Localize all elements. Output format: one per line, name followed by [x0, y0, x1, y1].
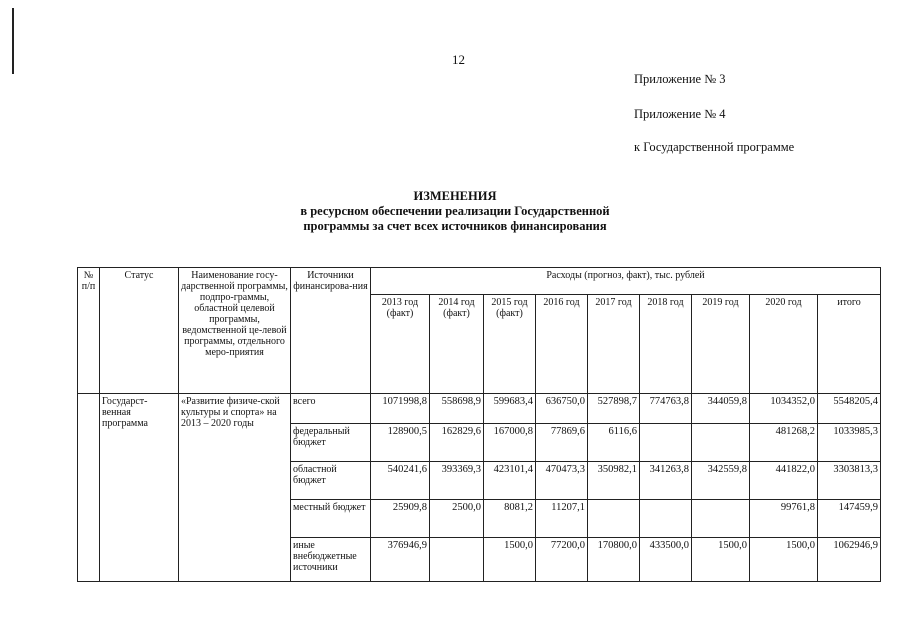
- source-cell: всего: [291, 394, 371, 424]
- appendix-program-label: к Государственной программе: [634, 140, 795, 154]
- value-cell: 1500,0: [750, 538, 818, 582]
- value-cell: 1500,0: [484, 538, 536, 582]
- header-name: Наименование госу-дарственной программы, подпро-граммы, областной целевой программы, ведомственной це-левой программы, отдельного меро-приятия: [179, 268, 291, 394]
- value-cell: 558698,9: [430, 394, 484, 424]
- value-cell: 341263,8: [640, 462, 692, 500]
- header-num: № п/п: [78, 268, 100, 394]
- header-year-2015: 2015 год (факт): [484, 295, 536, 394]
- title-line-1: ИЗМЕНЕНИЯ: [413, 189, 497, 203]
- value-cell: 11207,1: [536, 500, 588, 538]
- header-year-2013: 2013 год (факт): [371, 295, 430, 394]
- value-cell: 376946,9: [371, 538, 430, 582]
- value-cell: 162829,6: [430, 424, 484, 462]
- header-row-1: [78, 268, 881, 295]
- value-cell: 441822,0: [750, 462, 818, 500]
- value-cell: [640, 500, 692, 538]
- value-cell: [640, 424, 692, 462]
- value-cell: 527898,7: [588, 394, 640, 424]
- header-year-2018: 2018 год: [640, 295, 692, 394]
- value-cell: 1071998,8: [371, 394, 430, 424]
- value-cell: 774763,8: [640, 394, 692, 424]
- value-cell: 2500,0: [430, 500, 484, 538]
- document-title: [205, 189, 705, 234]
- title-line-3: программы за счет всех источников финансирования: [303, 219, 607, 233]
- header-year-2014: 2014 год (факт): [430, 295, 484, 394]
- value-cell: 99761,8: [750, 500, 818, 538]
- value-cell: 128900,5: [371, 424, 430, 462]
- value-cell: [588, 500, 640, 538]
- row-number-cell: [78, 394, 100, 582]
- source-cell: федеральный бюджет: [291, 424, 371, 462]
- source-cell: иные внебюджетные источники: [291, 538, 371, 582]
- value-cell: 3303813,3: [818, 462, 881, 500]
- header-total: итого: [818, 295, 881, 394]
- value-cell: 1062946,9: [818, 538, 881, 582]
- value-cell: 1500,0: [692, 538, 750, 582]
- value-cell: 147459,9: [818, 500, 881, 538]
- value-cell: 599683,4: [484, 394, 536, 424]
- value-cell: 350982,1: [588, 462, 640, 500]
- value-cell: 393369,3: [430, 462, 484, 500]
- status-cell: Государст-венная программа: [100, 394, 179, 582]
- header-year-2019: 2019 год: [692, 295, 750, 394]
- header-year-2016: 2016 год: [536, 295, 588, 394]
- value-cell: [430, 538, 484, 582]
- title-line-2: в ресурсном обеспечении реализации Государственной: [300, 204, 610, 218]
- source-cell: местный бюджет: [291, 500, 371, 538]
- value-cell: [692, 500, 750, 538]
- value-cell: 540241,6: [371, 462, 430, 500]
- value-cell: 8081,2: [484, 500, 536, 538]
- value-cell: 470473,3: [536, 462, 588, 500]
- value-cell: 77869,6: [536, 424, 588, 462]
- value-cell: 636750,0: [536, 394, 588, 424]
- value-cell: [692, 424, 750, 462]
- header-sources: Источники финансирова-ния: [291, 268, 371, 394]
- value-cell: 481268,2: [750, 424, 818, 462]
- value-cell: 25909,8: [371, 500, 430, 538]
- value-cell: 170800,0: [588, 538, 640, 582]
- value-cell: 342559,8: [692, 462, 750, 500]
- header-status: Статус: [100, 268, 179, 394]
- value-cell: 1034352,0: [750, 394, 818, 424]
- value-cell: 423101,4: [484, 462, 536, 500]
- table-row: [78, 394, 881, 424]
- scan-edge-line: [12, 8, 14, 74]
- value-cell: 5548205,4: [818, 394, 881, 424]
- value-cell: 77200,0: [536, 538, 588, 582]
- value-cell: 1033985,3: [818, 424, 881, 462]
- value-cell: 344059,8: [692, 394, 750, 424]
- source-cell: областной бюджет: [291, 462, 371, 500]
- appendix-3-label: Приложение № 3: [634, 72, 726, 86]
- header-year-2020: 2020 год: [750, 295, 818, 394]
- value-cell: 433500,0: [640, 538, 692, 582]
- appendix-4-label: Приложение № 4: [634, 107, 726, 121]
- value-cell: 167000,8: [484, 424, 536, 462]
- value-cell: 6116,6: [588, 424, 640, 462]
- program-name-cell: «Развитие физиче-ской культуры и спорта» на 2013 – 2020 годы: [179, 394, 291, 582]
- header-expenses: Расходы (прогноз, факт), тыс. рублей: [371, 268, 881, 295]
- page-number: 12: [452, 52, 465, 67]
- header-year-2017: 2017 год: [588, 295, 640, 394]
- resources-table: [77, 267, 881, 582]
